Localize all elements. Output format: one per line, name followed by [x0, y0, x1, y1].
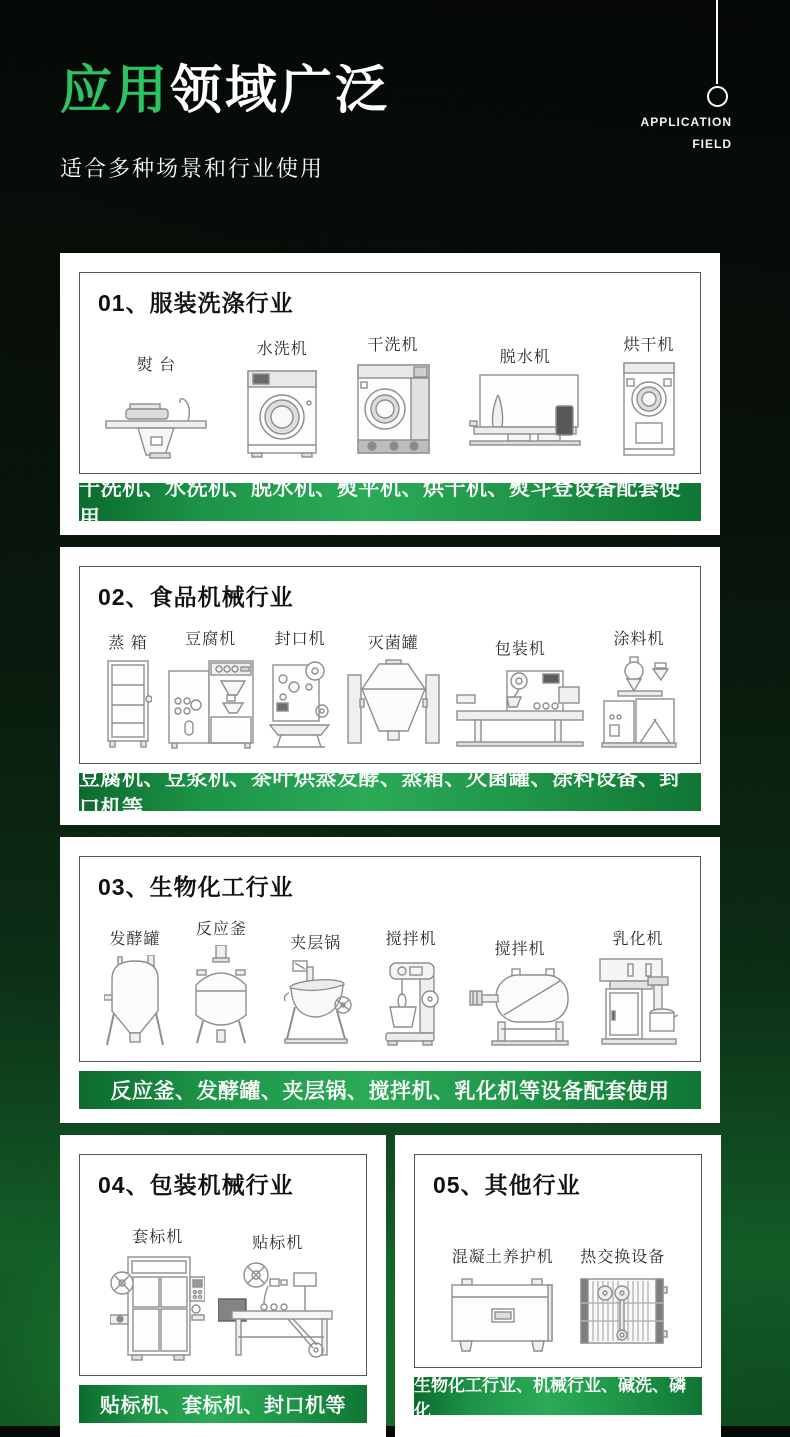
machine-item	[218, 1230, 338, 1361]
page-title-highlight: 应用	[60, 62, 171, 120]
machines-row	[98, 332, 684, 459]
dry-cleaning-machine-icon	[356, 361, 431, 459]
machines-row	[98, 626, 684, 749]
section-title: 03、生物化工行业	[98, 873, 294, 900]
stand-mixer-icon	[380, 955, 442, 1047]
machine-label: 封口机	[274, 630, 326, 648]
machine-label: 夹层锅	[290, 934, 342, 952]
section-title: 02、食品机械行业	[98, 583, 294, 610]
jacketed-kettle-icon	[277, 959, 355, 1047]
heat-exchanger-icon	[575, 1273, 670, 1353]
application-field-tag	[641, 112, 732, 155]
machine-label: 烘干机	[623, 336, 675, 354]
machine-item	[468, 936, 573, 1047]
bottom-cards-row	[60, 1135, 730, 1437]
fermentation-tank-icon	[104, 955, 166, 1047]
machine-label: 包装机	[494, 640, 546, 658]
machine-item	[598, 926, 678, 1047]
reaction-kettle-icon	[191, 945, 251, 1047]
tag-line-2: FIELD	[692, 136, 732, 151]
card-frame	[79, 272, 701, 474]
labeling-machine-icon	[218, 1259, 338, 1361]
card-frame	[414, 1154, 702, 1368]
card-packaging-machinery	[60, 1135, 386, 1437]
machine-label: 发酵罐	[109, 930, 161, 948]
machine-item	[104, 926, 166, 1047]
section-title: 01、服装洗涤行业	[98, 289, 294, 316]
machine-label: 乳化机	[612, 930, 664, 948]
machine-item	[468, 344, 583, 459]
section-title: 05、其他行业	[433, 1171, 581, 1198]
machine-label: 熨 台	[136, 356, 177, 374]
machine-label: 豆腐机	[185, 630, 237, 648]
concrete-curing-machine-icon	[448, 1273, 558, 1353]
page-subtitle: 适合多种场景和行业使用	[60, 155, 325, 181]
machine-label: 热交换设备	[580, 1248, 666, 1266]
machine-item	[104, 352, 209, 459]
machine-item	[167, 626, 255, 749]
section-banner: 贴标机、套标机、封口机等	[79, 1385, 367, 1423]
machine-label: 反应釜	[195, 920, 247, 938]
sections-container	[0, 253, 790, 1437]
machine-item	[246, 336, 318, 459]
machine-label: 水洗机	[256, 340, 308, 358]
card-frame	[79, 856, 701, 1062]
machine-label: 灭菌罐	[367, 634, 419, 652]
sterilization-tank-icon	[346, 659, 441, 749]
washing-machine-icon	[246, 365, 318, 459]
section-banner: 生物化工行业、机械行业、碱洗、磷化	[414, 1377, 702, 1415]
machine-label: 混凝土养护机	[451, 1248, 554, 1266]
card-other-industries	[395, 1135, 721, 1437]
machines-row	[98, 1224, 350, 1361]
card-biochemical	[60, 837, 720, 1123]
packing-machine-icon	[455, 665, 585, 749]
machine-item	[269, 626, 331, 749]
machine-item	[380, 926, 442, 1047]
machine-item	[600, 626, 678, 749]
drying-machine-icon	[620, 361, 678, 459]
machine-item	[104, 630, 152, 749]
machine-item	[575, 1244, 670, 1353]
section-title: 04、包装机械行业	[98, 1171, 294, 1198]
page-title-rest: 领域广泛	[170, 62, 391, 120]
card-clothing-washing	[60, 253, 720, 535]
machine-item	[620, 332, 678, 459]
machine-item	[110, 1224, 205, 1361]
machine-label: 干洗机	[367, 336, 419, 354]
steam-cabinet-icon	[104, 659, 152, 749]
machines-row	[98, 916, 684, 1047]
machine-item	[191, 916, 251, 1047]
section-banner: 反应釜、发酵罐、夹层锅、搅拌机、乳化机等设备配套使用	[79, 1071, 701, 1109]
machine-item	[356, 332, 431, 459]
machine-item	[346, 630, 441, 749]
decor-vertical-line	[716, 0, 718, 84]
tofu-machine-icon	[167, 655, 255, 749]
card-frame	[79, 566, 701, 764]
machine-item	[448, 1244, 558, 1353]
section-banner: 干洗机、水洗机、脱水机、熨平机、烘干机、熨斗登设备配套使用	[79, 483, 701, 521]
machine-item	[455, 636, 585, 749]
coating-machine-icon	[600, 655, 678, 749]
section-banner: 豆腐机、豆浆机、茶叶烘蒸发酵、蒸箱、灭菌罐、涂料设备、封口机等	[79, 773, 701, 811]
drum-mixer-icon	[468, 965, 573, 1047]
card-food-machinery	[60, 547, 720, 825]
card-frame	[79, 1154, 367, 1376]
sealing-machine-icon	[269, 655, 331, 749]
machine-label: 搅拌机	[385, 930, 437, 948]
machine-label: 蒸 箱	[108, 634, 148, 652]
machines-row	[433, 1244, 685, 1353]
machine-label: 涂料机	[613, 630, 665, 648]
machine-label: 搅拌机	[494, 940, 546, 958]
machine-label: 套标机	[132, 1228, 184, 1246]
tag-line-1: APPLICATION	[640, 115, 732, 129]
machine-label: 贴标机	[252, 1234, 304, 1252]
sleeve-labeling-machine-icon	[110, 1253, 205, 1361]
machine-item	[277, 930, 355, 1047]
page-header	[0, 0, 790, 183]
dewatering-machine-icon	[468, 373, 583, 459]
decor-circle-icon	[707, 86, 728, 107]
emulsifier-icon	[598, 955, 678, 1047]
ironing-table-icon	[104, 381, 209, 459]
machine-label: 脱水机	[499, 348, 551, 366]
